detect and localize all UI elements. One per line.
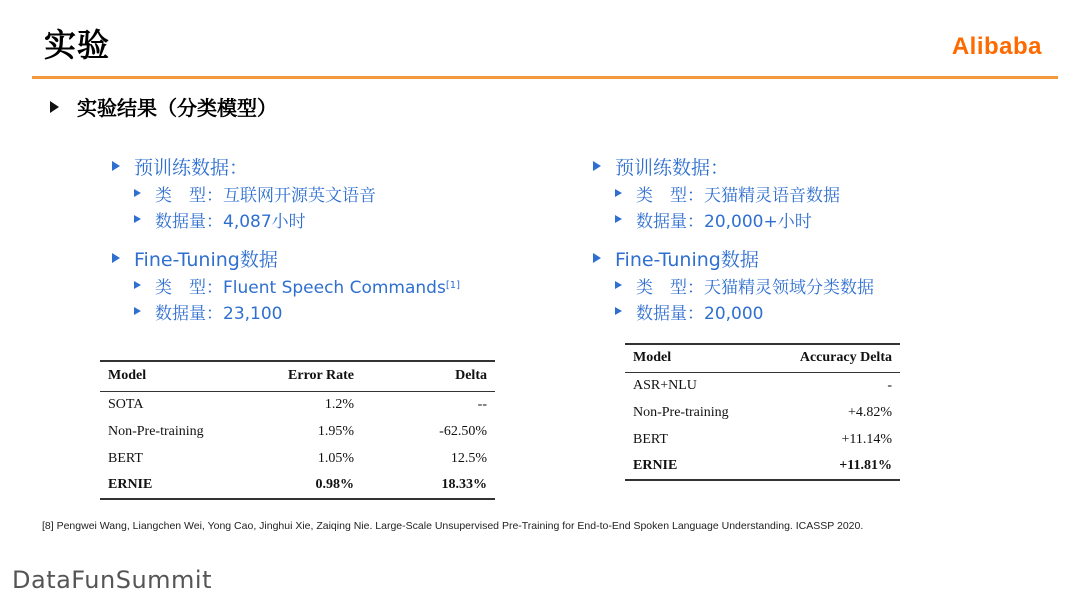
- table-row: [625, 399, 900, 426]
- table-cell: 1.95%: [317, 423, 354, 439]
- datafunsummit-watermark: DataFunSummit: [12, 566, 212, 594]
- table-header-row: [100, 361, 495, 391]
- table-cell: +11.14%: [841, 431, 892, 447]
- table-header-cell: Accuracy Delta: [763, 344, 900, 372]
- arrow-bullet-icon: [134, 215, 141, 223]
- table-cell: 12.5%: [450, 450, 487, 466]
- table-cell: --: [477, 396, 487, 412]
- arrow-bullet-icon: [615, 281, 622, 289]
- table-cell: -62.50%: [439, 423, 487, 439]
- table-header-cell: Model: [625, 344, 763, 372]
- table-cell: +4.82%: [847, 404, 892, 420]
- table-cell: ASR+NLU: [633, 377, 697, 393]
- header-divider: [32, 76, 1058, 79]
- arrow-bullet-icon: [134, 189, 141, 197]
- table-row: [625, 372, 900, 399]
- right-pretrain-heading: 预训练数据：: [593, 152, 874, 180]
- table-cell: Non-Pre-training: [108, 423, 204, 439]
- table-header-cell: Error Rate: [230, 361, 362, 391]
- right-finetune-amount: 数据量：20,000: [615, 298, 874, 324]
- table-row: [625, 453, 900, 480]
- left-pretrain-heading: 预训练数据：: [112, 152, 460, 180]
- table-cell: ERNIE: [625, 453, 763, 480]
- left-finetune-type: 类 型：Fluent Speech Commands [1]: [134, 272, 460, 298]
- arrow-bullet-icon: [112, 253, 120, 263]
- table-row: [100, 391, 495, 418]
- table-row: [100, 445, 495, 472]
- right-pretrain-amount: 数据量：20,000+小时: [615, 206, 874, 232]
- table-cell: BERT: [108, 450, 143, 466]
- table-header-cell: Delta: [362, 361, 495, 391]
- table-header-cell: Model: [100, 361, 230, 391]
- slide-title: 实验: [44, 26, 111, 64]
- error-rate-table: [100, 360, 495, 500]
- left-finetune-heading: Fine-Tuning数据: [112, 244, 460, 272]
- left-finetune-amount: 数据量：23,100: [134, 298, 460, 324]
- table-cell: 1.05%: [317, 450, 354, 466]
- table-cell: 18.33%: [362, 472, 495, 499]
- table-cell: SOTA: [108, 396, 144, 412]
- right-data-list: [593, 152, 874, 324]
- table-row: [100, 472, 495, 499]
- arrow-bullet-icon: [134, 281, 141, 289]
- table-cell: BERT: [633, 431, 668, 447]
- right-finetune-heading: Fine-Tuning数据: [593, 244, 874, 272]
- section-title: 实验结果（分类模型）: [77, 96, 277, 120]
- alibaba-logo: Alibaba: [951, 33, 1042, 60]
- citation-ref: [1]: [445, 279, 461, 291]
- table-cell: +11.81%: [763, 453, 900, 480]
- right-pretrain-type: 类 型：天猫精灵语音数据: [615, 180, 874, 206]
- right-finetune-type: 类 型：天猫精灵领域分类数据: [615, 272, 874, 298]
- arrow-bullet-icon: [112, 161, 120, 171]
- table-cell: 1.2%: [324, 396, 354, 412]
- table-cell: 0.98%: [230, 472, 362, 499]
- arrow-bullet-icon: [615, 307, 622, 315]
- section-heading: [50, 92, 277, 121]
- table-row: [625, 426, 900, 453]
- arrow-bullet-icon: [593, 253, 601, 263]
- arrow-bullet-icon: [615, 215, 622, 223]
- table-cell: -: [887, 377, 892, 393]
- left-pretrain-type: 类 型：互联网开源英文语音: [134, 180, 460, 206]
- arrow-bullet-icon: [593, 161, 601, 171]
- table-cell: ERNIE: [100, 472, 230, 499]
- reference-footnote: [8] Pengwei Wang, Liangchen Wei, Yong Cao, Jinghui Xie, Zaiqing Nie. Large-Scale Unsupervised Pre-Training for End-to-End Spoken Language Understanding. ICASSP 2020.: [42, 520, 864, 532]
- left-pretrain-amount: 数据量：4,087小时: [134, 206, 460, 232]
- arrow-bullet-icon: [50, 101, 59, 113]
- arrow-bullet-icon: [615, 189, 622, 197]
- left-data-list: [112, 152, 460, 324]
- table-header-row: [625, 344, 900, 372]
- table-row: [100, 418, 495, 445]
- arrow-bullet-icon: [134, 307, 141, 315]
- table-cell: Non-Pre-training: [633, 404, 729, 420]
- accuracy-delta-table: [625, 343, 900, 481]
